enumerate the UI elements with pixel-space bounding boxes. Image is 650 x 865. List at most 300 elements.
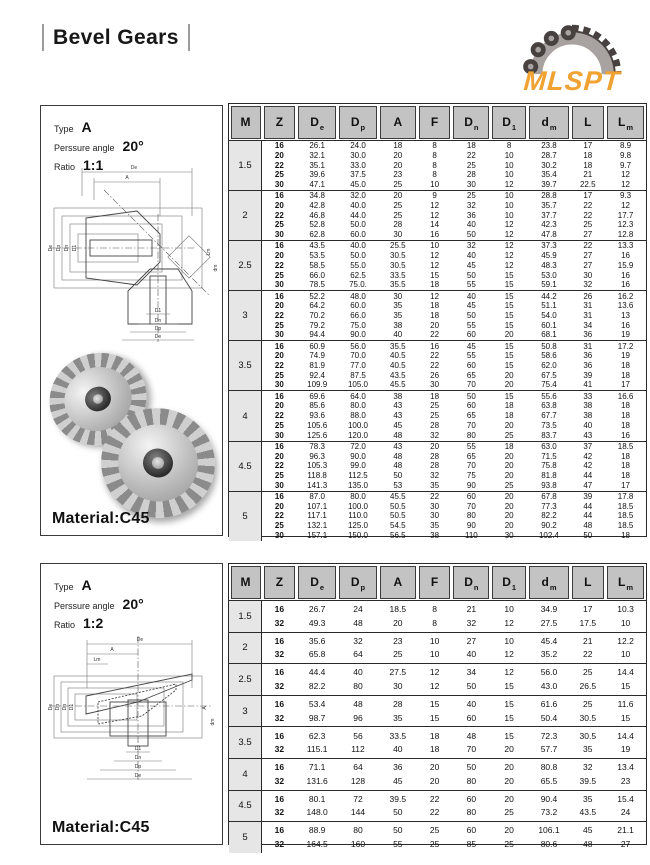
table-cell: 8.9 <box>620 141 632 151</box>
table-cell: 25 <box>274 370 284 380</box>
table-cell: 52.2 <box>309 291 325 301</box>
table-cell: 16 <box>274 667 285 678</box>
table-cell: 18 <box>621 470 631 480</box>
table-cell: 64 <box>353 649 363 660</box>
table-cell: 17 <box>621 480 631 490</box>
table-cell: 9.3 <box>620 191 632 201</box>
type-value: A <box>81 119 92 135</box>
table-cell: 34 <box>583 320 593 330</box>
table-cell: 35 <box>430 521 440 531</box>
table-cell: 18.5 <box>617 521 634 531</box>
table-cell: 48.0 <box>350 291 366 301</box>
table-row <box>262 241 646 251</box>
table-cell: 12 <box>621 170 631 180</box>
table-cell: 50 <box>466 680 477 691</box>
table-cell: 30 <box>430 501 440 511</box>
table-cell: 25 <box>466 191 476 201</box>
table-cell: 24 <box>620 807 631 818</box>
table-cell: 63.8 <box>541 401 557 411</box>
table-cell: 42.8 <box>309 201 325 211</box>
table-cell: 125.6 <box>307 430 328 440</box>
table-cell: 37.3 <box>541 241 557 251</box>
table-cell: 30.5 <box>390 251 406 261</box>
table-cell: 27.5 <box>540 617 558 628</box>
table-cell: 35 <box>583 744 593 755</box>
table-cell: 45 <box>466 260 476 270</box>
module-value: 2 <box>229 633 262 664</box>
column-header: D p <box>339 106 377 139</box>
table-cell: 48 <box>353 699 363 710</box>
table-cell: 36 <box>583 330 593 340</box>
table-cell: 35.6 <box>308 635 326 646</box>
module-value: 3.5 <box>229 341 262 390</box>
table-cell: 55 <box>466 280 476 290</box>
table-row <box>262 141 646 151</box>
table-cell: 48 <box>466 730 477 741</box>
table-cell: 15 <box>504 351 514 361</box>
table-cell: 50 <box>393 470 403 480</box>
table-cell: 60.9 <box>309 341 325 351</box>
table-cell: 35.1 <box>309 160 325 170</box>
table-cell: 80.0 <box>350 491 366 501</box>
module-group <box>229 758 646 790</box>
table-cell: 15 <box>504 712 514 723</box>
table-cell: 45.4 <box>540 635 558 646</box>
table-cell: 18 <box>621 361 631 371</box>
ratio-label: Ratio <box>54 620 76 630</box>
table-row <box>262 161 646 171</box>
table-cell: 22 <box>274 361 284 371</box>
table-cell: 60 <box>466 712 477 723</box>
table-cell: 109.9 <box>307 380 328 390</box>
table-cell: 80.1 <box>308 793 326 804</box>
table-cell: 131.6 <box>306 775 328 786</box>
table-cell: 30 <box>274 280 284 290</box>
table-cell: 34.9 <box>540 604 558 615</box>
table-cell: 8 <box>432 617 437 628</box>
table-cell: 65 <box>466 411 476 421</box>
table-cell: 12 <box>504 649 514 660</box>
table-cell: 16 <box>621 251 631 261</box>
table-row <box>262 230 646 240</box>
column-header: M <box>231 106 261 139</box>
ratio-value: 1:2 <box>83 615 104 631</box>
table-row <box>262 492 646 502</box>
column-header: d m <box>529 106 569 139</box>
table-cell: 22 <box>466 150 476 160</box>
table-cell: 12 <box>504 180 514 190</box>
table-cell: 53.4 <box>308 699 326 710</box>
table-cell: 40 <box>583 420 593 430</box>
table-cell: 30 <box>430 380 440 390</box>
table-cell: 16 <box>274 241 284 251</box>
table-cell: 27 <box>583 230 593 240</box>
table-cell: 12.2 <box>617 635 634 646</box>
table-cell: 12 <box>504 230 514 240</box>
table-cell: 107.1 <box>307 501 328 511</box>
table-cell: 28 <box>393 220 403 230</box>
module-value: 4.5 <box>229 791 262 822</box>
table-cell: 40.5 <box>390 351 406 361</box>
table-row <box>262 342 646 352</box>
table-cell: 64.2 <box>309 301 325 311</box>
table-cell: 22 <box>430 361 440 371</box>
table-cell: 32 <box>430 430 440 440</box>
table-cell: 70 <box>466 380 476 390</box>
table-row <box>262 824 646 837</box>
table-cell: 12 <box>429 680 440 691</box>
table-cell: 49.3 <box>308 617 326 628</box>
type-label: Type <box>54 582 74 592</box>
table-cell: 10 <box>504 635 514 646</box>
table-row <box>262 311 646 321</box>
table-cell: 57.7 <box>540 744 558 755</box>
group-rows <box>262 241 646 290</box>
table-cell: 20 <box>504 744 514 755</box>
table-cell: 100.0 <box>347 501 368 511</box>
table-cell: 30 <box>466 180 476 190</box>
table-row <box>262 775 646 788</box>
table-cell: 15 <box>504 280 514 290</box>
table-cell: 20 <box>274 451 284 461</box>
table-row <box>262 521 646 531</box>
table-cell: 22 <box>274 411 284 421</box>
table-cell: 25 <box>504 838 514 849</box>
table-cell: 30 <box>274 180 284 190</box>
table-cell: 10 <box>504 150 514 160</box>
table-cell: 99.0 <box>350 461 366 471</box>
table-cell: 50.0 <box>350 251 366 261</box>
table-cell: 20 <box>504 461 514 471</box>
table-cell: 12 <box>430 251 440 261</box>
table-cell: 60 <box>466 491 476 501</box>
table-cell: 54.5 <box>390 521 406 531</box>
table-cell: 120.0 <box>347 430 368 440</box>
table-cell: 32 <box>274 617 285 628</box>
table-cell: 32 <box>274 649 285 660</box>
table-cell: 44.0 <box>350 210 366 220</box>
table-cell: 38 <box>393 320 403 330</box>
table-cell: 22 <box>430 491 440 501</box>
table-cell: 50 <box>583 530 593 540</box>
table-cell: 15.9 <box>617 260 634 270</box>
table-cell: 20 <box>274 201 284 211</box>
table-cell: 16 <box>621 270 631 280</box>
table-cell: 17.7 <box>617 210 634 220</box>
table-cell: 38 <box>583 411 593 421</box>
table-cell: 48 <box>393 461 403 471</box>
table-cell: 12 <box>429 667 440 678</box>
table-cell: 26.1 <box>309 141 325 151</box>
table-cell: 55 <box>393 838 403 849</box>
module-group <box>229 290 646 340</box>
module-group <box>229 790 646 822</box>
table-cell: 8 <box>432 160 437 170</box>
table-cell: 80 <box>466 807 477 818</box>
table-cell: 17.8 <box>617 491 634 501</box>
table-cell: 50.8 <box>541 341 557 351</box>
table-cell: 35.7 <box>541 201 557 211</box>
table-row <box>262 191 646 201</box>
table-cell: 16 <box>274 291 284 301</box>
table-cell: 56.0 <box>350 341 366 351</box>
table-cell: 35.5 <box>390 280 406 290</box>
table-cell: 12 <box>504 220 514 230</box>
table-row <box>262 648 646 661</box>
table-cell: 65.5 <box>540 775 558 786</box>
table-row <box>262 421 646 431</box>
table-cell: 50 <box>393 825 403 836</box>
table-cell: 55.6 <box>541 391 557 401</box>
table-cell: 59.1 <box>541 280 557 290</box>
material-label: Material:C45 <box>52 510 150 527</box>
module-group <box>229 441 646 491</box>
table-cell: 15 <box>504 699 514 710</box>
section2-specs <box>41 564 222 631</box>
table-cell: 26.5 <box>579 680 597 691</box>
table-cell: 25 <box>393 649 403 660</box>
table-cell: 32 <box>274 807 285 818</box>
table-cell: 35.5 <box>390 341 406 351</box>
technical-drawing-1-1 <box>42 156 222 344</box>
module-group <box>229 340 646 390</box>
table-cell: 45 <box>466 341 476 351</box>
table-cell: 42 <box>583 461 593 471</box>
column-header: L m <box>607 566 645 599</box>
table-cell: 73.5 <box>541 420 557 430</box>
table-cell: 22.5 <box>579 180 596 190</box>
module-group <box>229 695 646 727</box>
table-cell: 125.0 <box>347 521 368 531</box>
table-cell: 22 <box>583 201 593 211</box>
table-cell: 22 <box>274 260 284 270</box>
table-cell: 25 <box>274 320 284 330</box>
table-cell: 19 <box>621 330 631 340</box>
table-cell: 20 <box>504 420 514 430</box>
table-cell: 83.7 <box>541 430 557 440</box>
table-cell: 16 <box>274 441 284 451</box>
table-cell: 22 <box>430 351 440 361</box>
table-cell: 38 <box>393 391 403 401</box>
table-row <box>262 170 646 180</box>
dim-label: De <box>134 773 142 779</box>
module-group <box>229 491 646 541</box>
module-value: 5 <box>229 492 262 541</box>
table-cell: 47 <box>583 480 593 490</box>
table-cell: 43.0 <box>540 680 558 691</box>
table-cell: 9.7 <box>620 160 632 170</box>
table-cell: 60 <box>466 401 476 411</box>
table-cell: 8 <box>506 141 512 151</box>
table-cell: 51.1 <box>541 301 557 311</box>
table-cell: 13.4 <box>617 762 634 773</box>
column-header: D e <box>298 566 336 599</box>
module-value: 3 <box>229 291 262 340</box>
table-cell: 64.0 <box>350 391 366 401</box>
table-cell: 17.5 <box>579 617 597 628</box>
table-cell: 23 <box>393 170 403 180</box>
column-header: D 1 <box>492 566 526 599</box>
table-row <box>262 511 646 521</box>
table-cell: 15 <box>430 270 440 280</box>
column-header: M <box>231 566 261 599</box>
table-cell: 64 <box>353 762 363 773</box>
table-cell: 12.3 <box>617 220 634 230</box>
table-cell: 56.0 <box>540 667 558 678</box>
dim-label: Dn <box>64 244 70 252</box>
table-cell: 34 <box>466 667 477 678</box>
table-cell: 20 <box>393 150 403 160</box>
section1-panel <box>40 105 223 536</box>
table-cell: 77.0 <box>350 361 366 371</box>
table-cell: 12 <box>504 241 514 251</box>
table-cell: 20 <box>430 441 440 451</box>
table-cell: 20 <box>504 825 514 836</box>
table-cell: 22 <box>274 160 284 170</box>
table-cell: 20 <box>504 470 514 480</box>
table-cell: 22 <box>430 330 440 340</box>
table-cell: 85 <box>466 838 477 849</box>
table-cell: 54.0 <box>541 310 557 320</box>
table-cell: 30.5 <box>579 712 597 723</box>
table-cell: 20 <box>393 617 403 628</box>
table-cell: 35 <box>393 301 403 311</box>
dim-label: A <box>125 175 129 181</box>
table-cell: 22 <box>583 241 593 251</box>
table-cell: 32 <box>430 470 440 480</box>
table-cell: 25 <box>429 838 440 849</box>
table-row <box>262 712 646 725</box>
table-cell: 48 <box>393 430 403 440</box>
table-cell: 20 <box>274 150 284 160</box>
table-cell: 31 <box>583 310 593 320</box>
table-cell: 32 <box>274 775 285 786</box>
table-cell: 33.5 <box>389 730 407 741</box>
table-cell: 25 <box>274 470 284 480</box>
table-cell: 31 <box>583 341 593 351</box>
table-cell: 20 <box>504 793 514 804</box>
table-cell: 88.0 <box>350 411 366 421</box>
table-cell: 30 <box>430 511 440 521</box>
technical-drawing-1-2 <box>42 630 222 782</box>
table-cell: 48 <box>583 838 593 849</box>
table-cell: 30 <box>274 330 284 340</box>
table-cell: 20 <box>504 491 514 501</box>
table-cell: 115.1 <box>306 744 328 755</box>
table-cell: 18 <box>583 160 593 170</box>
table-cell: 40 <box>466 251 476 261</box>
table-cell: 18 <box>429 730 440 741</box>
table-cell: 14 <box>430 220 440 230</box>
table-cell: 25 <box>583 667 593 678</box>
module-value: 5 <box>229 822 262 853</box>
table-cell: 16 <box>621 320 631 330</box>
column-header: D p <box>339 566 377 599</box>
table-cell: 40 <box>353 667 363 678</box>
table-cell: 45 <box>466 301 476 311</box>
table-cell: 15.4 <box>617 793 634 804</box>
table-cell: 31 <box>583 301 593 311</box>
table-cell: 22 <box>274 461 284 471</box>
table-cell: 25 <box>430 401 440 411</box>
table-cell: 12 <box>621 201 631 211</box>
table-cell: 15 <box>504 270 514 280</box>
table-cell: 22 <box>429 793 440 804</box>
table-cell: 20 <box>393 160 403 170</box>
table-body <box>229 601 646 853</box>
table-cell: 28 <box>466 170 476 180</box>
table-cell: 141.3 <box>307 480 328 490</box>
group-rows <box>262 791 646 822</box>
module-group <box>229 726 646 758</box>
table-cell: 50 <box>466 230 476 240</box>
table-row <box>262 392 646 402</box>
table-cell: 80 <box>466 430 476 440</box>
table-cell: 24 <box>353 604 363 615</box>
table-row <box>262 220 646 230</box>
group-rows <box>262 141 646 190</box>
table-cell: 117.1 <box>307 511 327 521</box>
table-cell: 16 <box>430 341 440 351</box>
table-cell: 92.4 <box>309 370 325 380</box>
table-cell: 38 <box>430 530 440 540</box>
module-value: 4 <box>229 391 262 440</box>
table-cell: 15 <box>620 680 631 691</box>
table-cell: 60 <box>466 825 477 836</box>
table-cell: 15 <box>504 730 514 741</box>
table-cell: 25 <box>429 825 440 836</box>
table-cell: 33.0 <box>350 160 366 170</box>
pressure-angle-value: 20° <box>122 596 144 612</box>
table-cell: 13 <box>621 310 631 320</box>
table-cell: 18.5 <box>617 501 634 511</box>
table-cell: 67.8 <box>541 491 557 501</box>
table-cell: 18.5 <box>617 511 634 521</box>
table-cell: 50.0 <box>350 220 366 230</box>
dim-label: A <box>202 706 208 710</box>
group-rows <box>262 191 646 240</box>
column-header: D n <box>453 106 489 139</box>
dim-label: Dn <box>154 318 162 324</box>
table-cell: 15 <box>620 712 631 723</box>
table-row <box>262 793 646 806</box>
table-cell: 10 <box>429 635 440 646</box>
column-header: L <box>572 106 604 139</box>
group-rows <box>262 759 646 790</box>
table-cell: 10 <box>430 180 440 190</box>
table-cell: 15 <box>504 291 514 301</box>
table-cell: 32 <box>466 617 477 628</box>
group-rows <box>262 341 646 390</box>
table-cell: 46.8 <box>309 210 325 220</box>
table-cell: 44.4 <box>308 667 326 678</box>
table-cell: 28 <box>393 699 403 710</box>
table-cell: 70 <box>466 461 476 471</box>
table-cell: 65 <box>466 451 476 461</box>
table-cell: 40.0 <box>350 241 366 251</box>
table-cell: 50 <box>466 310 476 320</box>
table-cell: 25 <box>504 430 514 440</box>
table-cell: 105.3 <box>307 461 328 471</box>
table-cell: 45 <box>583 825 593 836</box>
table-cell: 25.5 <box>390 241 406 251</box>
table-cell: 30 <box>274 230 284 240</box>
table-cell: 33.5 <box>390 270 406 280</box>
table-cell: 20 <box>274 501 284 511</box>
table-cell: 15 <box>504 310 514 320</box>
table-cell: 18 <box>504 401 514 411</box>
table-cell: 80 <box>353 680 363 691</box>
